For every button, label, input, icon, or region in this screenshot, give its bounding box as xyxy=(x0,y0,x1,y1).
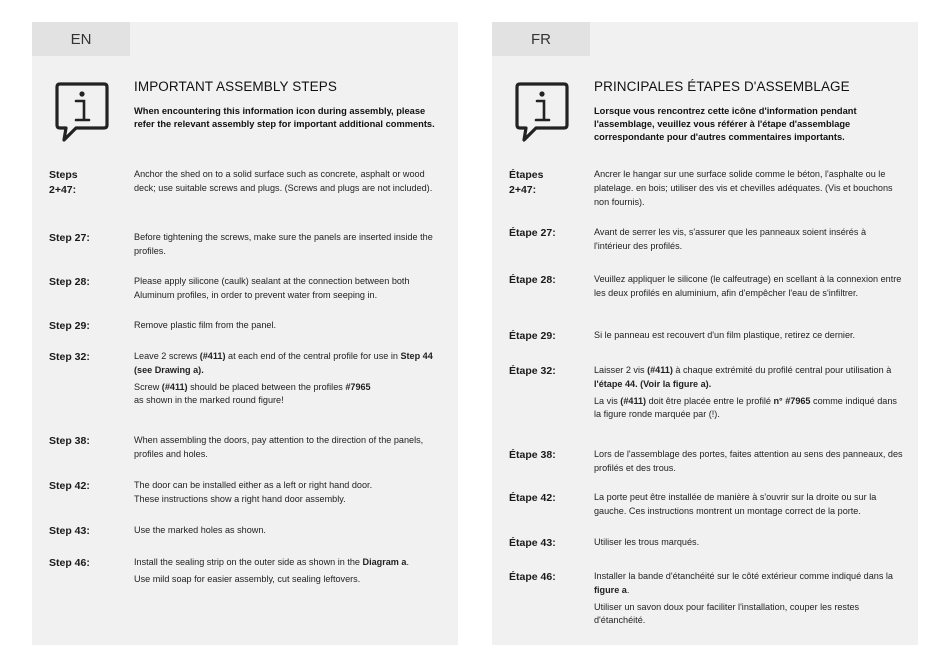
step-paragraph xyxy=(594,536,904,550)
step-description xyxy=(134,350,444,411)
step-label: Step 42: xyxy=(49,480,90,492)
text-run: à chaque extrémité du profilé central pour utilisation à xyxy=(672,365,892,375)
step-paragraph xyxy=(134,381,444,409)
emphasis-text: n° #7965 xyxy=(773,395,811,406)
step-paragraph xyxy=(594,364,904,392)
text-run: Avant de serrer les vis, s'assurer que les panneaux soient insérés à l'intérieur des profilés. xyxy=(594,227,866,251)
text-run: Anchor the shed on to a solid surface such as concrete, asphalt or wood deck; use suitable screws and plugs. (Screws and plugs are not included). xyxy=(134,169,433,193)
step-label: Step 28: xyxy=(49,276,90,288)
emphasis-text: Diagram a xyxy=(362,557,407,567)
text-run: La porte peut être installée de manière à s'ouvrir sur la droite ou sur la gauche. Ces instructions montrent un montage correct de la porte. xyxy=(594,492,877,516)
step-paragraph xyxy=(594,226,904,254)
step-description xyxy=(594,491,904,522)
step-label: Step 29: xyxy=(49,320,90,332)
step-paragraph xyxy=(134,350,444,378)
text-run: doit être placée entre le profilé xyxy=(646,395,774,406)
step-label: Step 32: xyxy=(49,351,90,363)
step-label: Steps 2+47: xyxy=(49,169,78,196)
step-paragraph xyxy=(134,524,444,538)
emphasis-text: Step 44 (see Drawing a). xyxy=(134,351,433,375)
step-description xyxy=(594,448,904,479)
emphasis-text: (#411) xyxy=(161,381,188,392)
step-label: Étape 46: xyxy=(509,571,556,583)
step-paragraph xyxy=(134,479,444,507)
emphasis-text: (#411) xyxy=(199,351,226,361)
step-label: Step 27: xyxy=(49,232,90,244)
step-description xyxy=(594,226,904,257)
step-paragraph xyxy=(134,573,444,587)
step-paragraph xyxy=(134,231,444,259)
emphasis-text: (#411) xyxy=(620,395,647,406)
step-paragraph xyxy=(134,168,444,196)
panel-fr xyxy=(492,22,918,645)
text-run: Leave 2 screws xyxy=(134,351,200,361)
panel-en xyxy=(32,22,458,645)
step-description xyxy=(134,168,444,199)
step-label: Étapes 2+47: xyxy=(509,169,544,196)
text-run: Laisser 2 vis xyxy=(594,365,648,375)
step-description xyxy=(134,434,444,465)
step-description xyxy=(134,524,444,541)
step-label: Étape 29: xyxy=(509,330,556,342)
text-run: Si le panneau est recouvert d'un film plastique, retirez ce dernier. xyxy=(594,330,856,340)
text-run: Screw xyxy=(134,381,162,392)
text-run: at each end of the central profile for use in xyxy=(225,351,401,361)
step-label: Step 46: xyxy=(49,557,90,569)
step-paragraph xyxy=(594,273,904,301)
text-run: Veuillez appliquer le silicone (le calfeutrage) en scellant à la connexion entre les deux profilés en aluminium, afin d'empêcher l'eau de s'infiltrer. xyxy=(594,274,902,298)
text-run: Utiliser un savon doux pour faciliter l'installation, couper les restes d'étanchéité. xyxy=(594,601,860,626)
step-description xyxy=(594,570,904,631)
step-label: Étape 32: xyxy=(509,365,556,377)
text-run: The door can be installed either as a left or right hand door. These instructions show a right hand door assembly. xyxy=(134,480,373,504)
text-run: Use mild soap for easier assembly, cut sealing leftovers. xyxy=(134,573,361,584)
step-description xyxy=(594,536,904,553)
text-run: comme indiqué dans la figure ronde marquée par (!). xyxy=(594,395,897,420)
text-run: La vis xyxy=(594,395,621,406)
emphasis-text: l'étape 44. (Voir la figure a). xyxy=(594,378,712,389)
step-label: Étape 27: xyxy=(509,227,556,239)
step-description xyxy=(594,273,904,304)
text-run: Before tightening the screws, make sure the panels are inserted inside the profiles. xyxy=(134,232,433,256)
text-run: . xyxy=(406,557,410,567)
text-run: When assembling the doors, pay attention to the direction of the panels, profiles and holes. xyxy=(134,435,424,459)
text-run: Use the marked holes as shown. xyxy=(134,525,266,535)
emphasis-text: (#411) xyxy=(647,365,673,375)
step-description xyxy=(134,319,444,336)
step-label: Étape 43: xyxy=(509,537,556,549)
text-run: Ancrer le hangar sur une surface solide comme le béton, l'asphalte ou le platelage. en bois; utiliser des vis et chevilles adéquates. (Vis et bouchons non fournis). xyxy=(594,169,893,207)
text-run: Please apply silicone (caulk) sealant at the connection between both Aluminum profiles, in order to prevent water from seeping in. xyxy=(134,276,410,300)
text-run: as shown in the marked round figure! xyxy=(134,395,284,406)
step-description xyxy=(134,231,444,262)
text-run: Remove plastic film from the panel. xyxy=(134,320,277,330)
step-paragraph xyxy=(594,448,904,476)
step-paragraph xyxy=(594,491,904,519)
text-run: Lors de l'assemblage des portes, faites attention au sens des panneaux, des profilés et des trous. xyxy=(594,449,903,473)
step-description xyxy=(134,275,444,306)
step-paragraph xyxy=(594,395,904,423)
step-description xyxy=(594,329,904,346)
step-label: Étape 42: xyxy=(509,492,556,504)
text-run: should be placed between the profiles xyxy=(187,381,346,392)
step-label: Step 43: xyxy=(49,525,90,537)
step-paragraph xyxy=(594,329,904,343)
section-title: PRINCIPALES ÉTAPES D'ASSEMBLAGE xyxy=(594,79,850,94)
step-description xyxy=(134,556,444,590)
step-paragraph xyxy=(594,601,904,629)
intro-text: Lorsque vous rencontrez cette icône d'information pendant l'assemblage, veuillez vous référer à l'étape d'assemblage correspondante pour d'autres commentaires importants. xyxy=(594,106,857,143)
text-run: Install the sealing strip on the outer side as shown in the xyxy=(134,557,363,567)
text-run: Installer la bande d'étanchéité sur le côté extérieur comme indiqué dans la xyxy=(594,571,893,581)
info-icon xyxy=(514,80,570,156)
step-paragraph xyxy=(134,556,444,570)
emphasis-text: #7965 xyxy=(345,381,371,392)
info-icon xyxy=(54,80,110,156)
step-paragraph xyxy=(134,319,444,333)
step-paragraph xyxy=(134,434,444,462)
text-run: . xyxy=(626,584,630,595)
step-paragraph xyxy=(594,570,904,598)
step-paragraph xyxy=(134,275,444,303)
section-title: IMPORTANT ASSEMBLY STEPS xyxy=(134,79,337,94)
step-description xyxy=(594,168,904,212)
step-paragraph xyxy=(594,168,904,209)
emphasis-text: figure a xyxy=(594,584,627,595)
language-tab-en: EN xyxy=(32,22,130,56)
step-label: Étape 38: xyxy=(509,449,556,461)
language-tab-fr: FR xyxy=(492,22,590,56)
text-run: Utiliser les trous marqués. xyxy=(594,537,700,547)
step-label: Étape 28: xyxy=(509,274,556,286)
step-label: Step 38: xyxy=(49,435,90,447)
step-description xyxy=(594,364,904,425)
intro-text: When encountering this information icon during assembly, please refer the relevant assembly step for important additional comments. xyxy=(134,106,435,130)
step-description xyxy=(134,479,444,510)
